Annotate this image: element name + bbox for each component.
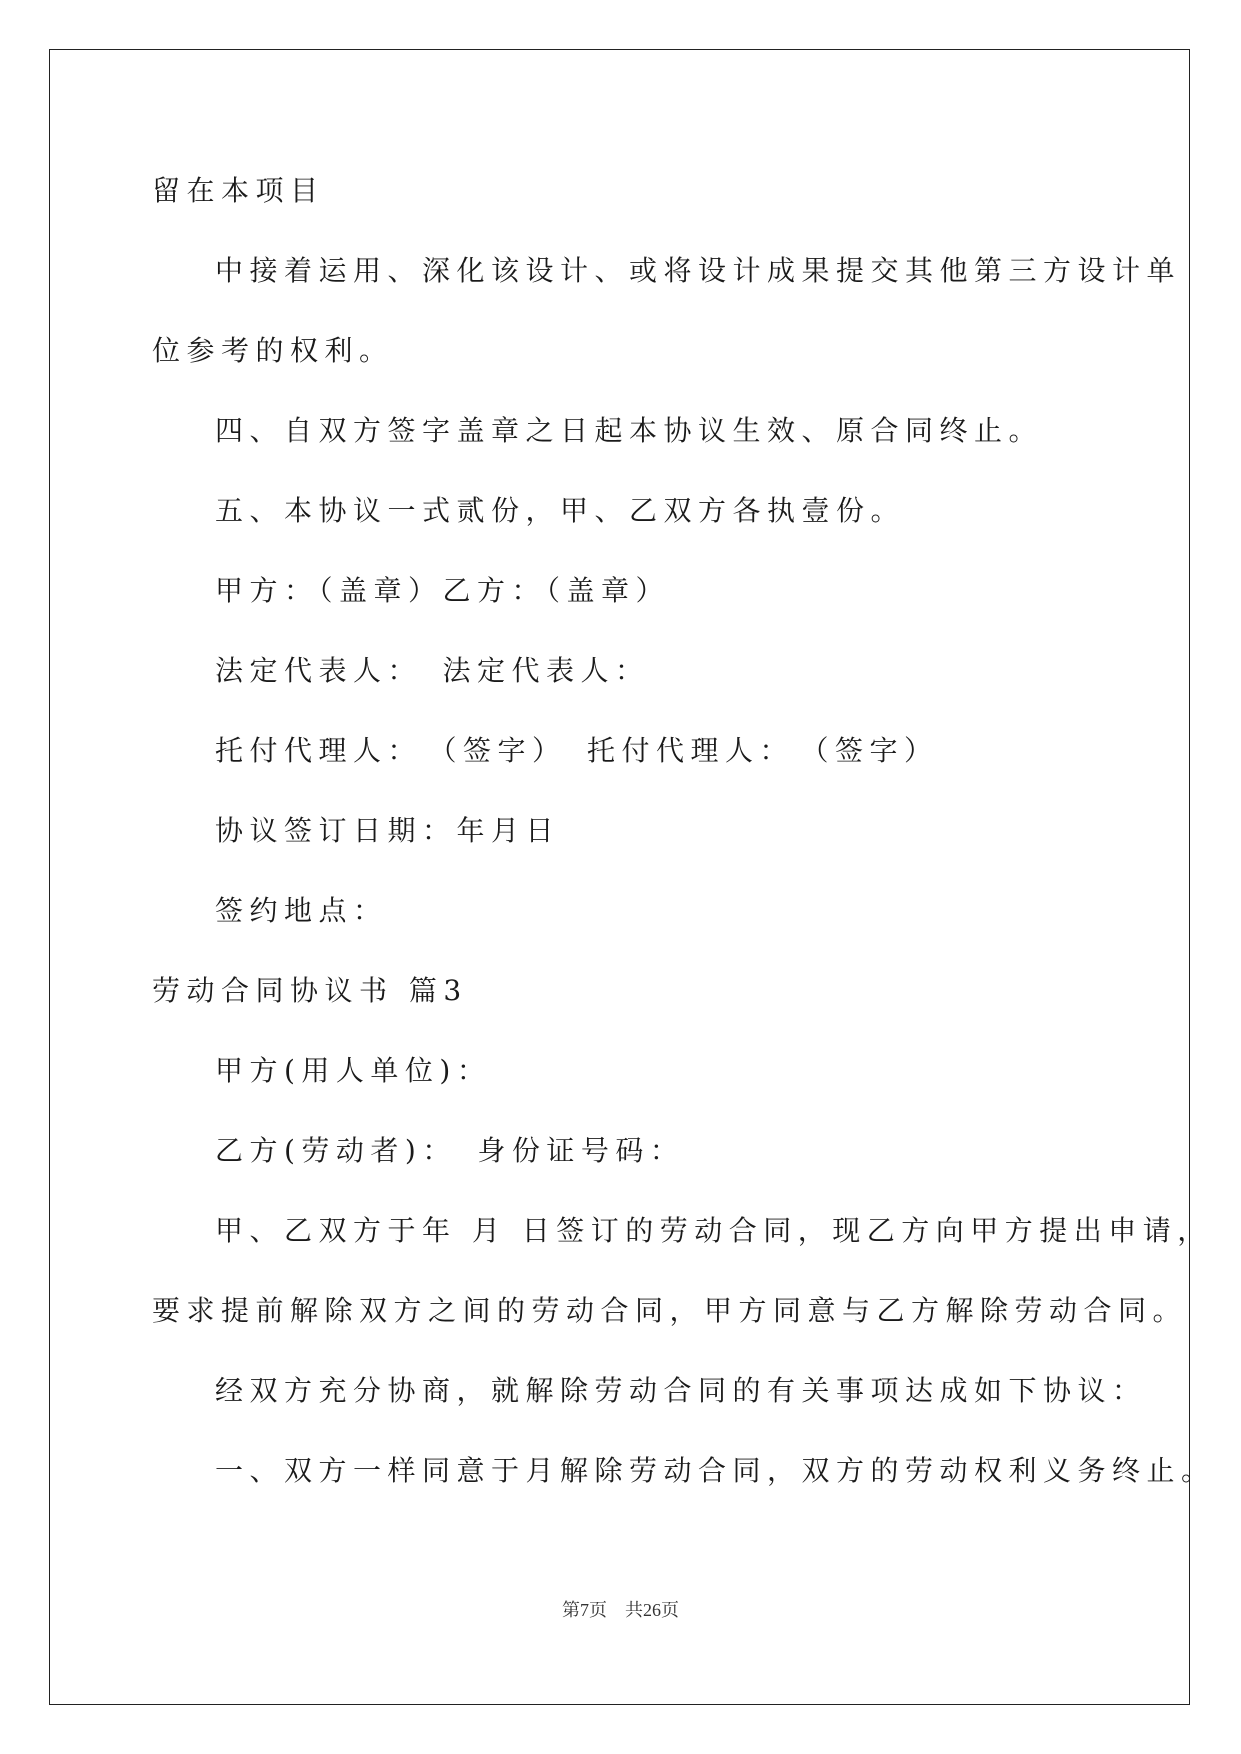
section-heading: 劳动合同协议书 篇3 — [152, 974, 468, 1007]
text-line: 甲、乙双方于年 月 日签订的劳动合同，现乙方向甲方提出申请， — [215, 1214, 1212, 1247]
text-line: 四、自双方签字盖章之日起本协议生效、原合同终止。 — [215, 414, 1044, 447]
text-line: 要求提前解除双方之间的劳动合同，甲方同意与乙方解除劳动合同。 — [152, 1294, 1188, 1327]
text-line: 一、双方一样同意于月解除劳动合同，双方的劳动权利义务终止。 — [215, 1454, 1216, 1487]
text-line: 甲方：（盖章）乙方：（盖章） — [215, 574, 671, 607]
page-footer — [0, 1598, 1241, 1622]
text-line: 签约地点： — [215, 894, 388, 927]
text-line: 经双方充分协商，就解除劳动合同的有关事项达成如下协议： — [215, 1374, 1147, 1407]
text-line: 位参考的权利。 — [152, 334, 394, 367]
text-line: 五、本协议一式贰份，甲、乙双方各执壹份。 — [215, 494, 906, 527]
text-line: 留在本项目 — [152, 174, 325, 207]
text-line: 甲方(用人单位)： — [215, 1054, 492, 1087]
page-total: 共26页 — [625, 1600, 679, 1620]
page-number: 第7页 — [562, 1600, 607, 1620]
text-line: 中接着运用、深化该设计、或将设计成果提交其他第三方设计单 — [215, 254, 1182, 287]
text-line: 托付代理人： （签字） 托付代理人： （签字） — [215, 734, 939, 767]
text-line: 法定代表人： 法定代表人： — [215, 654, 650, 687]
text-line: 乙方(劳动者)： 身份证号码： — [215, 1134, 685, 1167]
text-line: 协议签订日期：年月日 — [215, 814, 561, 847]
